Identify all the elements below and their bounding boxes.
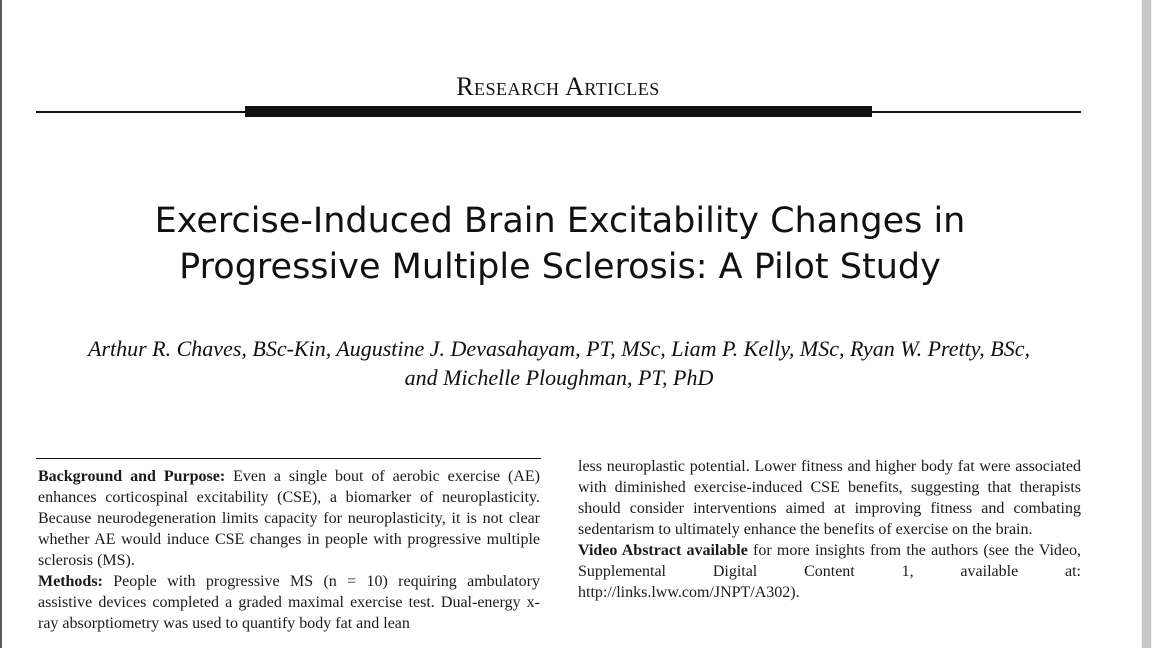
abstract-left-column xyxy=(38,466,540,634)
background-paragraph xyxy=(38,466,540,571)
conclusion-paragraph: less neuroplastic potential. Lower fitness and higher body fat were associated with diminished exercise-induced CSE benefits, suggesting that therapists should consider interventions aimed at improving fitness and combating sedentarism to ultimately enhance the benefits of exercise on the brain. xyxy=(578,458,1081,538)
author-list-line-2: and Michelle Ploughman, PT, PhD xyxy=(404,365,714,390)
section-label: Research Articles xyxy=(456,72,660,101)
video-abstract-paragraph xyxy=(578,540,1081,603)
background-text: Even a single bout of aerobic exercise (AE) enhances corticospinal excitability (CSE), a biomarker of neuroplasticity. Because neurodegeneration limits capacity for neuroplasticity, it is not clear whether AE would induce CSE changes in people with progressive multiple sclerosis (MS). xyxy=(38,468,540,569)
methods-text: People with progressive MS (n = 10) requiring ambulatory assistive devices completed a graded maximal exercise test. Dual-energy x-ray absorptiometry was used to quantify body fat and lean xyxy=(38,573,540,632)
article-title-line-2: Progressive Multiple Sclerosis: A Pilot Study xyxy=(179,247,941,287)
author-list xyxy=(34,334,1084,392)
abstract-rule xyxy=(36,458,541,459)
video-abstract-text: for more insights from the authors (see the Video, Supplemental Digital Content 1, available at: http://links.lww.com/JNPT/A302). xyxy=(578,542,1081,601)
header-rule-thick xyxy=(245,106,872,117)
article-title-line-1: Exercise-Induced Brain Excitability Changes in xyxy=(154,201,966,241)
background-label: Background and Purpose: xyxy=(38,468,226,485)
author-list-line-1: Arthur R. Chaves, BSc-Kin, Augustine J. Devasahayam, PT, MSc, Liam P. Kelly, MSc, Ryan W. Pretty, BSc, xyxy=(88,336,1030,361)
article-title xyxy=(60,198,1060,290)
methods-label: Methods: xyxy=(38,573,103,590)
video-abstract-label: Video Abstract available xyxy=(578,542,748,559)
scrollbar-thumb[interactable] xyxy=(1142,0,1151,648)
methods-paragraph xyxy=(38,571,540,634)
abstract-right-column xyxy=(578,456,1081,603)
